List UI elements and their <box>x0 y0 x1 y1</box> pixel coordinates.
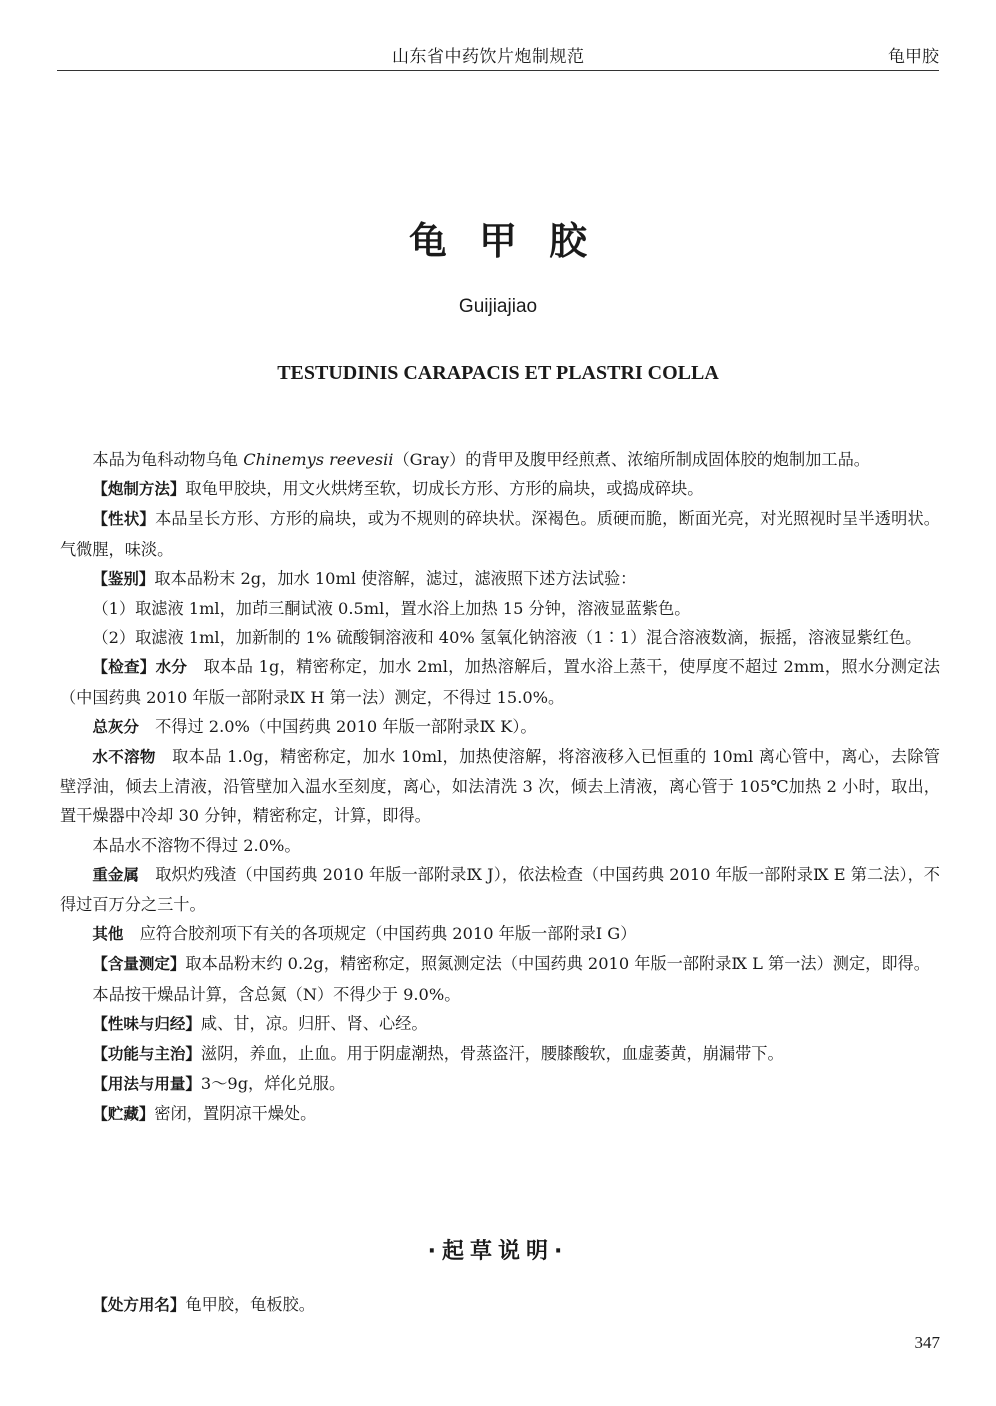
paragraph-label: 【贮藏】 <box>92 1105 155 1124</box>
running-header <box>57 40 939 70</box>
monograph-paragraph <box>60 860 940 919</box>
paragraph-text: 不得过 2.0%（中国药典 2010 年版一部附录Ⅸ K）。 <box>138 716 537 736</box>
paragraph-label: 总灰分 <box>92 717 139 736</box>
header-book-title: 山东省中药饮片炮制规范 <box>392 47 585 67</box>
paragraph-list <box>60 474 940 1129</box>
page-title: 龟甲胶 <box>408 219 619 263</box>
pinyin-name: Guijiajiao <box>458 296 538 317</box>
page-number: 347 <box>914 1333 940 1352</box>
paragraph-text: 本品水不溶物不得过 2.0%。 <box>92 835 301 855</box>
paragraph-text: 取本品粉末 2g，加水 10ml 使溶解，滤过，滤液照下述方法试验： <box>154 568 637 588</box>
monograph-paragraph <box>60 742 940 831</box>
intro-pre: 本品为龟科动物乌龟 <box>92 450 244 469</box>
paragraph-label: 【用法与用量】 <box>92 1075 201 1094</box>
paragraph-label: 【检查】水分 <box>92 658 188 677</box>
species-name: Chinemys reevesii <box>243 450 394 469</box>
paragraph-text: 取本品 1.0g，精密称定，加水 10ml，加热使溶解，将溶液移入已恒重的 10ml 离心管中，离心，去除管壁浮油，倾去上清液，沿管壁加入温水至刻度，离心，如法清洗 3 次，倾去上清液，离心管于 105℃加热 2 小时，取出，置干燥器中冷却 30 分钟，精密称定，计算，即得。 <box>60 747 940 826</box>
paragraph-text: 密闭，置阴凉干燥处。 <box>154 1104 317 1124</box>
header-rule <box>57 70 939 71</box>
paragraph-text: 本品呈长方形、方形的扁块，或为不规则的碎块状。深褐色。质硬而脆，断面光亮，对光照视时呈半透明状。气微腥，味淡。 <box>60 509 940 559</box>
paragraph-text: （2）取滤液 1ml，加新制的 1% 硫酸铜溶液和 40% 氢氧化钠溶液（1∶1）混合溶液数滴，振摇，溶液显紫红色。 <box>92 628 922 648</box>
paragraph-label: 其他 <box>92 925 124 944</box>
monograph-paragraph <box>60 594 940 623</box>
monograph-paragraph <box>60 712 940 742</box>
monograph-paragraph <box>60 1069 940 1099</box>
paragraph-label: 【鉴别】 <box>92 569 155 588</box>
paragraph-label: 【性味与归经】 <box>92 1014 201 1033</box>
monograph-body <box>60 445 940 1130</box>
drafting-notes <box>60 1290 940 1320</box>
monograph-paragraph <box>60 504 940 563</box>
paragraph-label: 【含量测定】 <box>92 955 186 974</box>
paragraph-text: 取龟甲胶块，用文火烘烤至软，切成长方形、方形的扁块，或捣成碎块。 <box>185 479 704 499</box>
header-section-name: 龟甲胶 <box>888 47 939 67</box>
paragraph-label: 【性状】 <box>92 510 156 529</box>
paragraph-text: 本品按干燥品计算，含总氮（N）不得少于 9.0%。 <box>92 984 461 1004</box>
paragraph-text: （1）取滤液 1ml，加茚三酮试液 0.5ml，置水浴上加热 15 分钟，溶液显蓝紫色。 <box>92 599 691 619</box>
intro-post: （Gray）的背甲及腹甲经煎煮、浓缩所制成固体胶的炮制加工品。 <box>393 450 870 469</box>
section-heading: ·起草说明· <box>427 1239 569 1264</box>
paragraph-text: 取本品粉末约 0.2g，精密称定，照氮测定法（中国药典 2010 年版一部附录Ⅸ L 第一法）测定，即得。 <box>185 954 930 974</box>
paragraph-text: 滋阴，养血，止血。用于阴虚潮热，骨蒸盗汗，腰膝酸软，血虚萎黄，崩漏带下。 <box>200 1044 784 1064</box>
paragraph-text: 取本品 1g，精密称定，加水 2ml，加热溶解后，置水浴上蒸干，使厚度不超过 2mm，照水分测定法（中国药典 2010 年版一部附录Ⅸ H 第一法）测定，不得过 15.0%。 <box>60 657 940 707</box>
paragraph-label: 水不溶物 <box>92 748 156 767</box>
monograph-paragraph <box>60 831 940 860</box>
paragraph-label: 【功能与主治】 <box>92 1045 201 1064</box>
latin-name: TESTUDINIS CARAPACIS ET PLASTRI COLLA <box>277 362 719 384</box>
prescription-name-label: 【处方用名】 <box>92 1296 186 1314</box>
monograph-paragraph <box>60 623 940 652</box>
monograph-paragraph <box>60 1039 940 1069</box>
paragraph-text: 应符合胶剂项下有关的各项规定（中国药典 2010 年版一部附录Ⅰ G） <box>123 924 637 944</box>
paragraph-text: 取炽灼残渣（中国药典 2010 年版一部附录Ⅸ J），依法检查（中国药典 2010 年版一部附录Ⅸ E 第二法），不得过百万分之三十。 <box>60 864 940 915</box>
paragraph-label: 【炮制方法】 <box>92 480 186 499</box>
paragraph-text: 咸、甘，凉。归肝、肾、心经。 <box>200 1013 428 1033</box>
prescription-name-text: 龟甲胶，龟板胶。 <box>185 1295 315 1314</box>
paragraph-label: 重金属 <box>92 865 139 884</box>
paragraph-text: 3～9g，烊化兑服。 <box>200 1074 346 1094</box>
monograph-paragraph <box>60 474 940 504</box>
monograph-paragraph <box>60 919 940 949</box>
intro-paragraph <box>60 445 940 474</box>
monograph-paragraph <box>60 652 940 711</box>
monograph-paragraph <box>60 1009 940 1039</box>
prescription-name-paragraph <box>60 1290 940 1320</box>
monograph-paragraph <box>60 980 940 1009</box>
monograph-paragraph <box>60 564 940 594</box>
monograph-paragraph <box>60 949 940 979</box>
monograph-paragraph <box>60 1099 940 1129</box>
